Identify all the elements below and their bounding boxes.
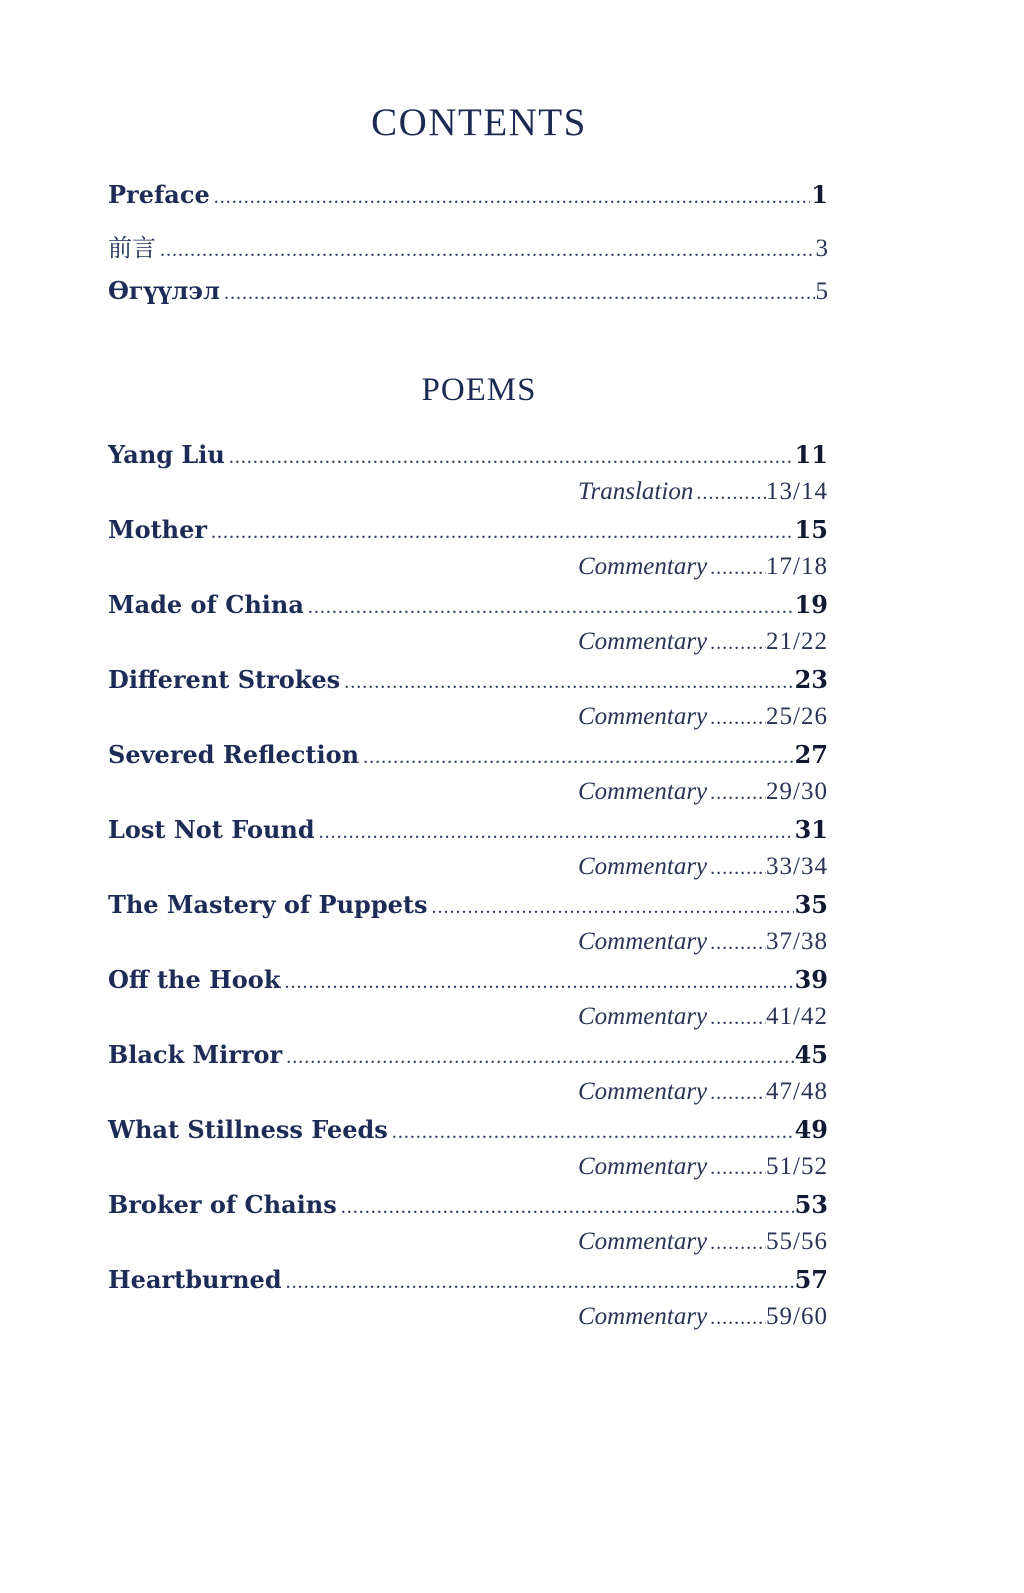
toc-subentry[interactable] <box>578 628 828 660</box>
dot-leader <box>224 282 815 305</box>
toc-subentry[interactable] <box>578 1303 828 1335</box>
dot-leader <box>211 521 794 544</box>
dot-leader <box>160 239 815 262</box>
toc-subentry-label: Commentary <box>578 853 708 880</box>
toc-subentry-label: Commentary <box>578 553 708 580</box>
toc-entry-page: 23 <box>794 665 828 694</box>
toc-entry-title: Mother <box>108 515 208 544</box>
dot-leader <box>710 932 766 955</box>
toc-entry-title: Өгүүлэл <box>108 276 220 305</box>
toc-entry-poem[interactable] <box>108 815 828 851</box>
dot-leader <box>363 746 794 769</box>
dot-leader <box>710 1007 766 1030</box>
dot-leader <box>286 1046 793 1069</box>
toc-entry-chinese-preface[interactable] <box>108 228 828 264</box>
toc-entry-page: 35 <box>794 890 828 919</box>
dot-leader <box>344 671 793 694</box>
dot-leader <box>286 1271 794 1294</box>
toc-subentry[interactable] <box>578 1003 828 1035</box>
toc-entry-title: What Stillness Feeds <box>108 1115 388 1144</box>
toc-entry-poem[interactable] <box>108 1115 828 1151</box>
dot-leader <box>319 821 794 844</box>
toc-entry-poem[interactable] <box>108 590 828 626</box>
poems-heading: POEMS <box>421 372 537 408</box>
toc-entry-page: 5 <box>815 278 828 305</box>
toc-entry-title: Heartburned <box>108 1265 282 1294</box>
toc-entry-page: 39 <box>794 965 828 994</box>
toc-subentry-pages: 17/18 <box>766 553 828 580</box>
toc-subentry[interactable] <box>578 553 828 585</box>
toc-subentry-label: Commentary <box>578 1303 708 1330</box>
toc-subentry[interactable] <box>578 1228 828 1260</box>
toc-subentry-label: Commentary <box>578 778 708 805</box>
contents-heading: CONTENTS <box>371 101 587 144</box>
toc-subentry-pages: 37/38 <box>766 928 828 955</box>
toc-subentry[interactable] <box>578 703 828 735</box>
dot-leader <box>710 1232 766 1255</box>
toc-entry-title: Different Strokes <box>108 665 341 694</box>
toc-entry-title: The Mastery of Puppets <box>108 890 428 919</box>
toc-subentry[interactable] <box>578 478 828 510</box>
toc-entry-mongolian-preface[interactable] <box>108 276 828 312</box>
toc-entry-page: 45 <box>794 1040 828 1069</box>
toc-entry-title: Made of China <box>108 590 304 619</box>
toc-entry-title: Off the Hook <box>108 965 281 994</box>
toc-subentry-label: Commentary <box>578 703 708 730</box>
dot-leader <box>710 1082 766 1105</box>
toc-subentry-label: Commentary <box>578 1078 708 1105</box>
toc-entry-page: 11 <box>794 440 828 469</box>
toc-subentry-pages: 21/22 <box>766 628 828 655</box>
toc-entry-title: Preface <box>108 180 210 209</box>
dot-leader <box>284 971 793 994</box>
toc-subentry-pages: 13/14 <box>766 478 828 505</box>
dot-leader <box>710 557 766 580</box>
toc-subentry-label: Commentary <box>578 1228 708 1255</box>
dot-leader <box>696 482 766 505</box>
toc-subentry-label: Translation <box>578 478 694 505</box>
dot-leader <box>710 632 766 655</box>
dot-leader <box>214 186 811 209</box>
toc-subentry-pages: 33/34 <box>766 853 828 880</box>
toc-subentry-label: Commentary <box>578 628 708 655</box>
toc-entry-poem[interactable] <box>108 665 828 701</box>
toc-entry-title: Broker of Chains <box>108 1190 337 1219</box>
toc-entry-page: 3 <box>815 235 828 262</box>
dot-leader <box>710 707 766 730</box>
toc-entry-poem[interactable] <box>108 740 828 776</box>
dot-leader <box>710 857 766 880</box>
toc-entry-page: 27 <box>794 740 828 769</box>
toc-entry-title: 前言 <box>108 234 156 262</box>
toc-entry-title: Lost Not Found <box>108 815 315 844</box>
toc-entry-page: 19 <box>794 590 828 619</box>
toc-entry-page: 49 <box>794 1115 828 1144</box>
toc-entry-page: 15 <box>794 515 828 544</box>
toc-subentry[interactable] <box>578 1153 828 1185</box>
dot-leader <box>392 1121 794 1144</box>
toc-subentry-pages: 51/52 <box>766 1153 828 1180</box>
toc-entry-poem[interactable] <box>108 1190 828 1226</box>
dot-leader <box>229 446 794 469</box>
toc-entry-poem[interactable] <box>108 1265 828 1301</box>
toc-entry-poem[interactable] <box>108 1040 828 1076</box>
toc-entry-poem[interactable] <box>108 965 828 1001</box>
toc-entry-title: Black Mirror <box>108 1040 283 1069</box>
toc-subentry-pages: 41/42 <box>766 1003 828 1030</box>
toc-subentry-pages: 59/60 <box>766 1303 828 1330</box>
toc-entry-poem[interactable] <box>108 890 828 926</box>
toc-subentry[interactable] <box>578 928 828 960</box>
toc-entry-poem[interactable] <box>108 515 828 551</box>
dot-leader <box>710 782 766 805</box>
dot-leader <box>431 896 793 919</box>
toc-entry-page: 1 <box>811 180 828 209</box>
toc-entry-title: Yang Liu <box>108 440 225 469</box>
toc-subentry[interactable] <box>578 1078 828 1110</box>
dot-leader <box>710 1157 766 1180</box>
toc-entry-page: 31 <box>794 815 828 844</box>
toc-entry-preface[interactable] <box>108 180 828 216</box>
toc-subentry[interactable] <box>578 853 828 885</box>
toc-subentry-pages: 47/48 <box>766 1078 828 1105</box>
toc-subentry-pages: 29/30 <box>766 778 828 805</box>
dot-leader <box>341 1196 794 1219</box>
dot-leader <box>710 1307 766 1330</box>
toc-subentry-pages: 25/26 <box>766 703 828 730</box>
toc-subentry-pages: 55/56 <box>766 1228 828 1255</box>
toc-entry-title: Severed Reflection <box>108 740 360 769</box>
dot-leader <box>308 596 794 619</box>
toc-entry-page: 57 <box>794 1265 828 1294</box>
toc-subentry-label: Commentary <box>578 1003 708 1030</box>
toc-subentry[interactable] <box>578 778 828 810</box>
toc-entry-poem[interactable] <box>108 440 828 476</box>
toc-subentry-label: Commentary <box>578 1153 708 1180</box>
toc-entry-page: 53 <box>794 1190 828 1219</box>
toc-subentry-label: Commentary <box>578 928 708 955</box>
